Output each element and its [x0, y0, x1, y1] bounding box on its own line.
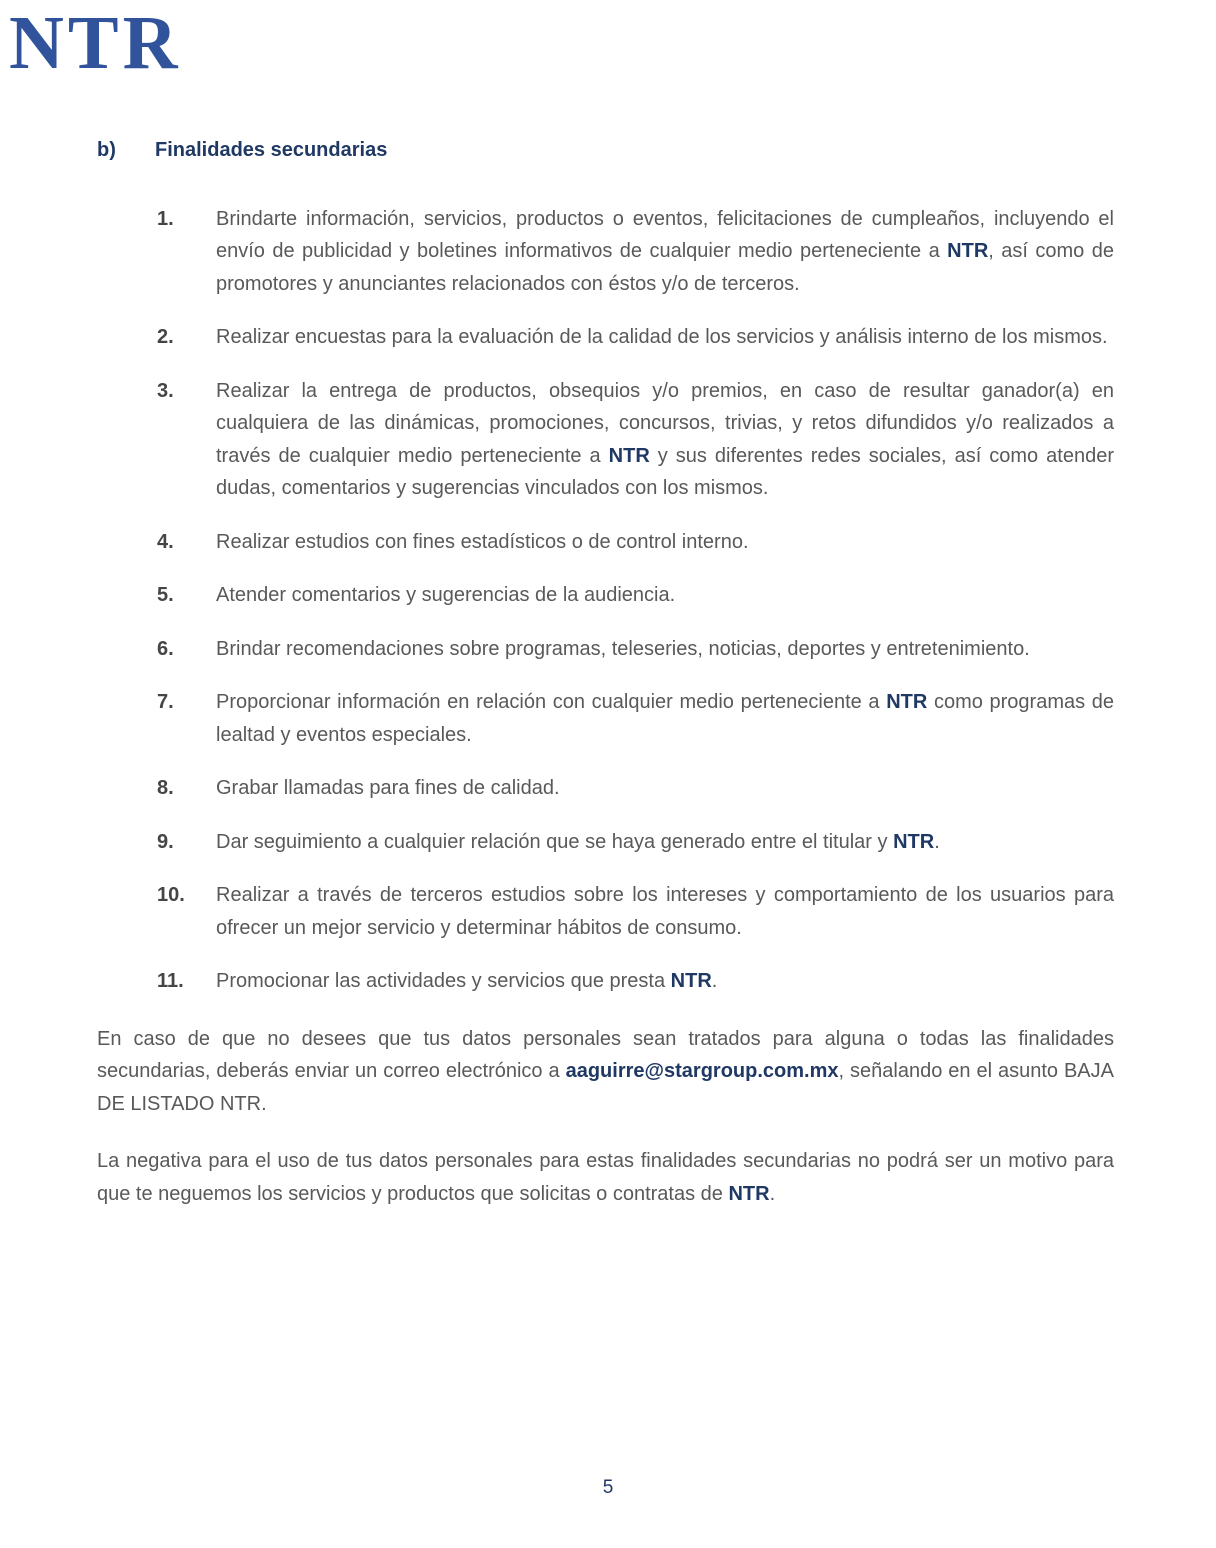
emphasis-text: NTR	[886, 691, 928, 713]
emphasis-text: NTR	[947, 240, 989, 262]
text-segment: .	[769, 1182, 776, 1205]
emphasis-text: NTR	[893, 830, 935, 853]
item-text	[216, 375, 1114, 505]
item-number: 3.	[157, 379, 174, 402]
heading-title: Finalidades secundarias	[155, 139, 388, 161]
text-segment: Realizar estudios con fines estadísticos o de control interno.	[216, 530, 749, 553]
list-item	[97, 375, 1114, 505]
list-item	[97, 321, 1114, 354]
emphasis-text: NTR	[608, 444, 650, 467]
text-segment: Grabar llamadas para fines de calidad.	[216, 777, 560, 799]
paragraph-negative	[97, 1145, 1114, 1210]
text-segment: Dar seguimiento a cualquier relación que se haya generado entre el titular y	[216, 830, 894, 853]
text-segment: Realizar a través de terceros estudios sobre los intereses y comportamiento de los usuarios para ofrecer un mejor servicio y determinar hábitos de consumo.	[216, 884, 1114, 939]
text-segment: , así como de promotores y anunciantes relacionados con éstos y/o de terceros.	[216, 240, 1114, 295]
list-item	[97, 579, 1114, 612]
item-number: 11.	[157, 970, 184, 992]
heading-marker: b)	[97, 139, 116, 161]
list-item	[97, 686, 1114, 751]
item-text	[216, 772, 1114, 805]
text-segment: , señalando en el asunto BAJA DE LISTADO NTR.	[97, 1060, 1114, 1115]
text-segment: Brindarte información, servicios, productos o eventos, felicitaciones de cumpleaños, incluyendo el envío de publicidad y boletines informativos de cualquier medio perteneciente a	[216, 207, 1114, 262]
item-number: 2.	[157, 326, 174, 348]
emphasis-text: NTR	[728, 1182, 770, 1205]
item-number: 5.	[157, 584, 174, 606]
text-segment: .	[711, 970, 718, 992]
emphasis-text: NTR	[670, 970, 712, 992]
list-item	[97, 772, 1114, 805]
item-number: 9.	[157, 830, 174, 853]
item-text	[216, 879, 1114, 944]
list-item	[97, 526, 1114, 559]
text-segment: En caso de que no desees que tus datos personales sean tratados para alguna o todas las finalidades secundarias, deberás enviar un correo electrónico a	[97, 1027, 1114, 1082]
text-segment: .	[934, 830, 940, 853]
text-segment: como programas de lealtad y eventos especiales.	[216, 691, 1114, 746]
text-segment: Realizar la entrega de productos, obsequios y/o premios, en caso de resultar ganador(a) en cualquiera de las dinámicas, promociones, concursos, trivias, y retos difundidos y/o realizados a través de cualquier medio perteneciente a	[216, 379, 1114, 467]
section-heading	[97, 134, 1114, 167]
text-segment: La negativa para el uso de tus datos personales para estas finalidades secundarias no podrá ser un motivo para que te neguemos los servicios y productos que solicitas o contratas de	[97, 1150, 1114, 1205]
list-item	[97, 203, 1114, 301]
paragraph-opt-out	[97, 1023, 1114, 1121]
secondary-purposes-list	[97, 203, 1114, 998]
item-text	[216, 826, 1114, 859]
item-text	[216, 579, 1114, 612]
text-segment: Atender comentarios y sugerencias de la audiencia.	[216, 584, 676, 606]
item-number: 7.	[157, 691, 174, 713]
item-text	[216, 526, 1114, 559]
text-segment: Promocionar las actividades y servicios que presta	[216, 970, 671, 992]
text-segment: y sus diferentes redes sociales, así como atender dudas, comentarios y sugerencias vinculados con los mismos.	[216, 444, 1114, 499]
item-number: 1.	[157, 207, 174, 230]
item-text	[216, 203, 1114, 301]
list-item	[97, 879, 1114, 944]
item-text	[216, 321, 1114, 354]
text-segment: Brindar recomendaciones sobre programas, teleseries, noticias, deportes y entretenimiento.	[216, 637, 1030, 660]
item-number: 6.	[157, 637, 174, 660]
text-segment: Realizar encuestas para la evaluación de la calidad de los servicios y análisis interno de los mismos.	[216, 326, 1108, 348]
item-number: 4.	[157, 530, 174, 553]
list-item	[97, 633, 1114, 666]
item-text	[216, 686, 1114, 751]
item-text	[216, 965, 1114, 998]
item-number: 10.	[157, 884, 185, 906]
emphasis-text: aaguirre@stargroup.com.mx	[565, 1060, 839, 1082]
text-segment: Proporcionar información en relación con cualquier medio perteneciente a	[216, 691, 887, 713]
item-text	[216, 633, 1114, 666]
list-item	[97, 965, 1114, 998]
page-number: 5	[602, 1476, 614, 1498]
list-item	[97, 826, 1114, 859]
ntr-logo: NTR	[9, 1, 182, 85]
item-number: 8.	[157, 777, 174, 799]
